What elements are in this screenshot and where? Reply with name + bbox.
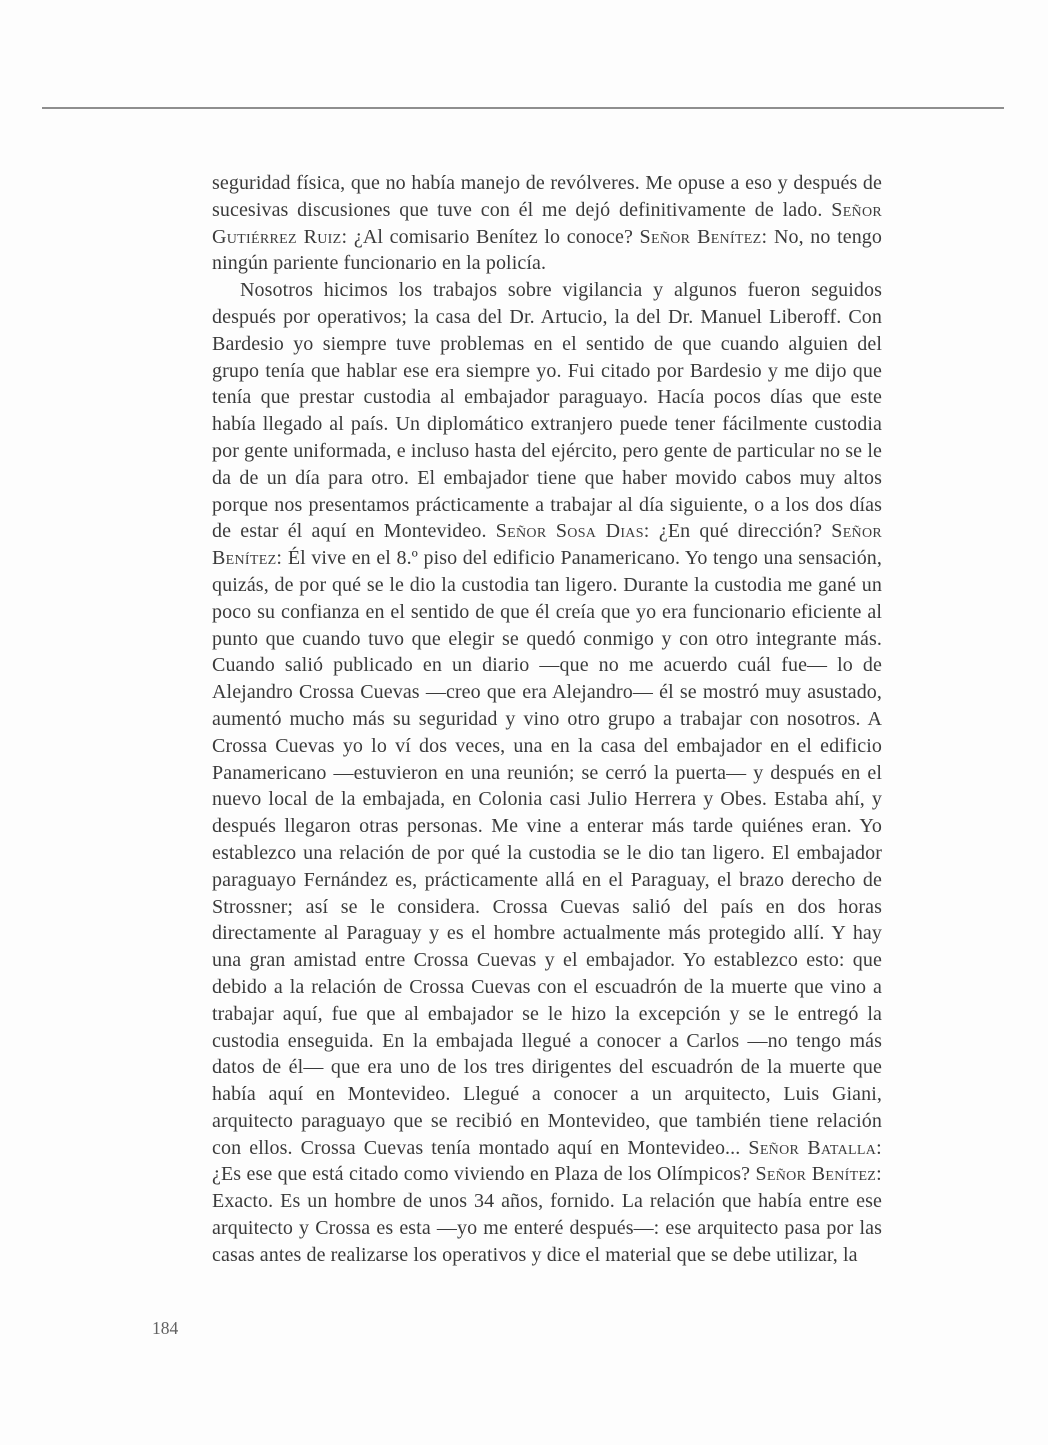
speaker-label: Señor Sosa Dias: — [495, 520, 650, 543]
speaker-label: Señor Gutiérrez Ruiz: — [212, 198, 882, 248]
text-run: ¿Al comisario Benítez lo conoce? — [347, 225, 640, 248]
header-rule — [42, 107, 1004, 109]
speaker-label: Señor Benítez: — [639, 225, 768, 248]
paragraph — [212, 277, 882, 1268]
body-text — [212, 170, 882, 1269]
speaker-label: Señor Benítez: — [212, 520, 882, 570]
text-run: ¿En qué dirección? — [649, 520, 832, 543]
speaker-label: Señor Batalla: — [748, 1136, 882, 1159]
paragraph — [212, 170, 882, 277]
text-run: No, no tengo ningún pariente funcionario en la policía. — [212, 225, 883, 275]
text-run: seguridad física, que no había manejo de revólveres. Me opuse a eso y después de sucesivas discusiones que tuve con él me dejó definitivamente de lado. — [212, 172, 882, 221]
text-run: Exacto. Es un hombre de unos 34 años, fornido. La relación que había entre ese arquitecto y Crossa es esta —yo me enteré después—: ese arquitecto pasa por las casas antes de realizarse los operativos y dice el material que se debe utilizar, la — [212, 1190, 882, 1266]
speaker-label: Señor Benítez: — [755, 1163, 883, 1186]
text-run: ¿Es ese que está citado como viviendo en Plaza de los Olímpicos? — [212, 1163, 756, 1186]
text-run: Nosotros hicimos los trabajos sobre vigilancia y algunos fueron seguidos después por operativos; la casa del Dr. Artucio, la del Dr. Manuel Liberoff. Con Bardesio yo siempre tuve problemas en el sentido de que cuando alguien del grupo tenía que hablar ese era siempre yo. Fui citado por Bardesio y me dijo que tenía que prestar custodia al embajador paraguayo. Hacía pocos días que este había llegado al país. Un diplomático extranjero puede tener fácilmente custodia por gente uniformada, e incluso hasta del ejército, pero gente de particular no se le da de un día para otro. El embajador tiene que haber movido cabos muy altos porque nos presentamos prácticamente a trabajar al día siguiente, o a los dos días de estar él aquí en Montevideo. — [212, 279, 882, 543]
page-number: 184 — [152, 1318, 179, 1338]
text-run: Él vive en el 8.º piso del edificio Panamericano. Yo tengo una sensación, quizás, de por qué se le dio la custodia tan ligero. Durante la custodia me gané un poco su confianza en el sentido de que él creía que yo era funcionario eficiente al punto que cuando tuvo que elegir se quedó conmigo y con otro integrante más. Cuando salió publicado en un diario —que no me acuerdo cuál fue— lo de Alejandro Crossa Cuevas —creo que era Alejandro— él se mostró muy asustado, aumentó mucho más su seguridad y vino otro grupo a trabajar con nosotros. A Crossa Cuevas yo lo ví dos veces, una en la casa del embajador en el edificio Panamericano —estuvieron en una reunión; se cerró la puerta— y después en el nuevo local de la embajada, en Colonia casi Julio Herrera y Obes. Estaba ahí, y después llegaron otras personas. Me vine a enterar más tarde quiénes eran. Yo establezco una relación de por qué la custodia se le dio tan ligero. El embajador paraguayo Fernández es, prácticamente allá en el Paraguay, el brazo derecho de Strossner; así se le considera. Crossa Cuevas salió del país en dos horas directamente al Paraguay y es el hombre actualmente más protegido allí. Y hay una gran amistad entre Crossa Cuevas y el embajador. Yo establezco esto: que debido a la relación de Crossa Cuevas con el escuadrón de la muerte que vino a trabajar aquí, fue que al embajador se le hizo la excepción y se le entregó la custodia enseguida. En la embajada llegué a conocer a Carlos —no tengo más datos de él— que era uno de los tres dirigentes del escuadrón de la muerte que había aquí en Montevideo. Llegué a conocer a un arquitecto, Luis Giani, arquitecto paraguayo que se recibió en Montevideo, que también tiene relación con ellos. Crossa Cuevas tenía montado aquí en Montevideo... — [212, 547, 882, 1159]
